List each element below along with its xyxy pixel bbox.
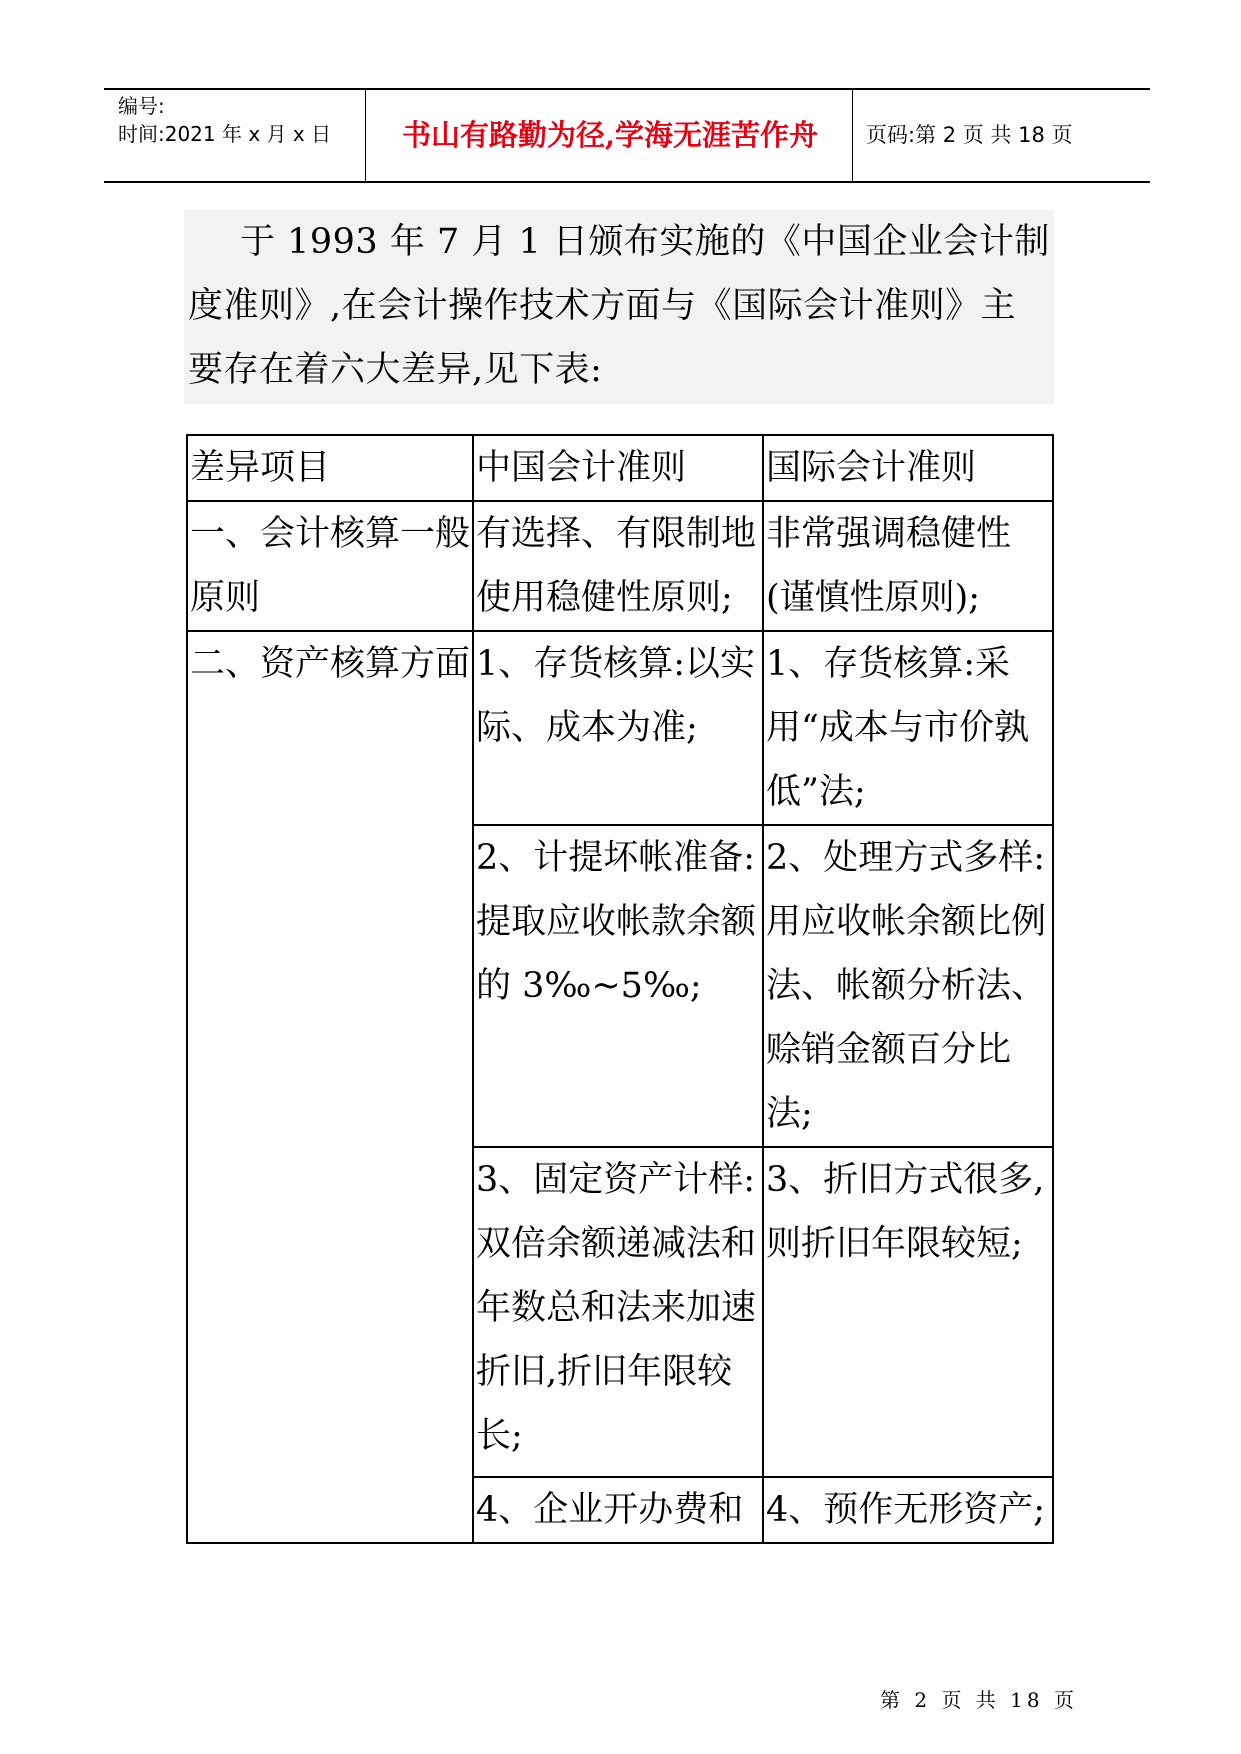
header-motto: 书山有路勤为径,学海无涯苦作舟 — [401, 118, 819, 152]
table-cell-intl: 1、存货核算:采用“成本与市价孰低”法; — [763, 631, 1053, 825]
header-meta — [118, 92, 331, 148]
table-row — [187, 501, 1053, 631]
header-divider-right — [852, 90, 853, 181]
header-time-label: 时间:2021 年 x 月 x 日 — [118, 122, 332, 146]
intro-text: 于 1993 年 7 月 1 日颁布实施的《中国企业会计制度准则》,在会计操作技术方面与《国际会计准则》主要存在着六大差异,见下表: — [188, 222, 1050, 390]
table-cell-intl: 非常强调稳健性(谨慎性原则); — [763, 501, 1053, 631]
table-cell-cn: 2、计提坏帐准备:提取应收帐款余额的 3‰~5‰; — [473, 825, 763, 1147]
intro-paragraph — [184, 210, 1054, 404]
table-cell-cn: 4、企业开办费和 — [473, 1477, 763, 1543]
table-cell-intl: 2、处理方式多样:用应收帐余额比例法、帐额分析法、赊销金额百分比法; — [763, 825, 1053, 1147]
table-cell-cn: 3、固定资产计样:双倍余额递减法和年数总和法来加速折旧,折旧年限较长; — [473, 1147, 763, 1477]
header-page-info: 页码:第 2 页 共 18 页 — [866, 123, 1073, 147]
header-top-rule — [104, 88, 1150, 90]
table-header-cell: 中国会计准则 — [473, 435, 763, 501]
table-cell-item: 二、资产核算方面 — [187, 631, 473, 1543]
footer-page-number: 第 2 页 共 18 页 — [880, 1688, 1078, 1712]
comparison-table — [186, 434, 1054, 1544]
table-cell-item: 一、会计核算一般原则 — [187, 501, 473, 631]
header-divider-left — [365, 90, 366, 181]
table-row — [187, 631, 1053, 825]
table-header-cell: 差异项目 — [187, 435, 473, 501]
table-cell-cn: 有选择、有限制地使用稳健性原则; — [473, 501, 763, 631]
table-header-cell: 国际会计准则 — [763, 435, 1053, 501]
table-cell-cn: 1、存货核算:以实际、成本为准; — [473, 631, 763, 825]
table-cell-intl: 4、预作无形资产; — [763, 1477, 1053, 1543]
table-header-row — [187, 435, 1053, 501]
header-number-label: 编号: — [118, 94, 165, 118]
table-cell-intl: 3、折旧方式很多,则折旧年限较短; — [763, 1147, 1053, 1477]
header-bottom-rule — [104, 181, 1150, 183]
